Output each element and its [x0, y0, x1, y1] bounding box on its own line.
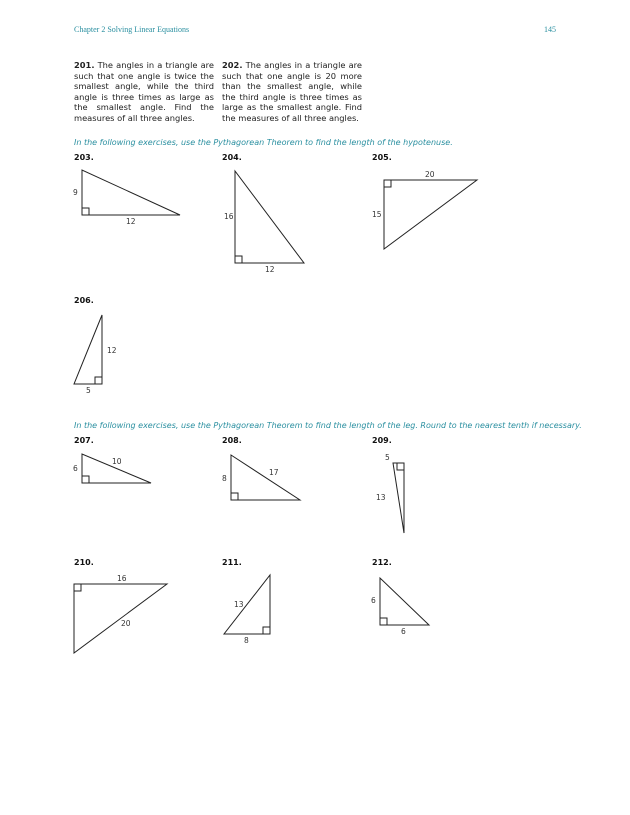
side-label: 10	[112, 457, 122, 466]
triangle-207	[73, 454, 151, 483]
exercise-number: 207.	[74, 436, 94, 445]
side-label: 12	[265, 265, 275, 274]
exercise-number: 205.	[372, 153, 392, 162]
triangle-205	[372, 170, 477, 249]
problem-text: The angles in a triangle are such that one angle is 20 more than the smallest angle, while the third angle is three times as large as the smallest angle. Find the measures of all three angles.	[222, 60, 363, 123]
side-label: 12	[126, 217, 136, 226]
side-label: 15	[372, 210, 382, 219]
side-label: 9	[73, 188, 78, 197]
exercise-number: 210.	[74, 558, 94, 567]
side-label: 13	[376, 493, 386, 502]
side-label: 6	[73, 464, 78, 473]
exercise-number: 203.	[74, 153, 94, 162]
exercise-number: 212.	[372, 558, 392, 567]
exercise-number: 208.	[222, 436, 242, 445]
triangle-211	[224, 575, 270, 645]
side-label: 20	[425, 170, 435, 179]
triangle-208	[222, 455, 300, 500]
triangle-210	[74, 574, 167, 653]
side-label: 13	[234, 600, 244, 609]
side-label: 6	[371, 596, 376, 605]
problem-number: 201.	[74, 60, 95, 70]
exercise-number: 211.	[222, 558, 242, 567]
triangle-212	[371, 578, 429, 636]
triangle-204	[224, 171, 304, 274]
page-number: 145	[544, 25, 556, 34]
side-label: 16	[224, 212, 234, 221]
problem-number: 202.	[222, 60, 243, 70]
instruction-leg: In the following exercises, use the Pythagorean Theorem to find the length of the leg. Round to the nearest tenth if necessary.	[74, 421, 582, 430]
exercise-number: 209.	[372, 436, 392, 445]
triangle-209	[376, 453, 404, 533]
side-label: 5	[86, 386, 91, 395]
side-label: 6	[401, 627, 406, 636]
side-label: 17	[269, 468, 279, 477]
exercise-number: 206.	[74, 296, 94, 305]
exercise-number: 204.	[222, 153, 242, 162]
triangle-206	[74, 315, 117, 395]
side-label: 16	[117, 574, 127, 583]
side-label: 5	[385, 453, 390, 462]
side-label: 8	[244, 636, 249, 645]
side-label: 20	[121, 619, 131, 628]
chapter-title: Chapter 2 Solving Linear Equations	[74, 25, 190, 34]
side-label: 8	[222, 474, 227, 483]
triangle-203	[73, 170, 180, 226]
side-label: 12	[107, 346, 117, 355]
instruction-hypotenuse: In the following exercises, use the Pythagorean Theorem to find the length of the hypotenuse.	[74, 138, 453, 147]
problem-text: The angles in a triangle are such that one angle is twice the smallest angle, while the third angle is three times as large as the smallest angle. Find the measures of all three angles.	[74, 60, 215, 123]
